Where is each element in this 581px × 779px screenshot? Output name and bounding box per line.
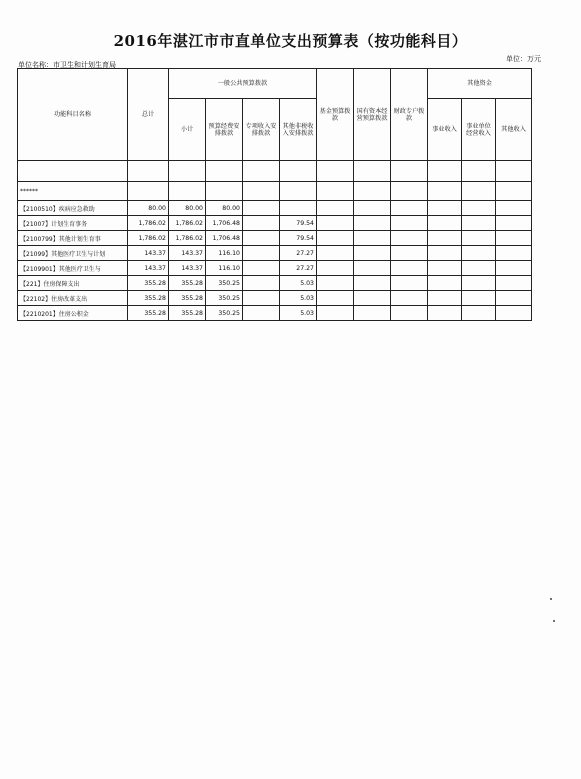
empty-cell (391, 231, 428, 246)
empty-cell (428, 261, 462, 276)
row-total: 355.28 (128, 276, 169, 291)
empty-cell (391, 261, 428, 276)
empty-cell (428, 291, 462, 306)
row-other-nontax (280, 201, 317, 216)
table-row (18, 231, 532, 246)
empty-cell (496, 246, 532, 261)
row-name: 【2210201】住房公积金 (18, 306, 128, 321)
empty-cell (391, 291, 428, 306)
empty-cell (462, 306, 496, 321)
empty-cell (462, 276, 496, 291)
row-budget-fee: 1,706.48 (206, 216, 243, 231)
empty-cell (428, 276, 462, 291)
row-subtotal: 80.00 (169, 201, 206, 216)
header-state-capital: 国有资本经营预算拨款 (354, 69, 391, 161)
empty-cell (462, 216, 496, 231)
header-career-income: 事业收入 (428, 99, 462, 161)
row-other-nontax: 5.03 (280, 276, 317, 291)
empty-cell (428, 306, 462, 321)
row-special-income (243, 261, 280, 276)
header-other-funds: 其他资金 (428, 69, 532, 99)
row-total: 355.28 (128, 291, 169, 306)
empty-cell (462, 246, 496, 261)
header-other-nontax: 其他非税收入安排拨款 (280, 99, 317, 161)
row-special-income (243, 216, 280, 231)
row-total: 80.00 (128, 201, 169, 216)
row-name: 【221】住房保障支出 (18, 276, 128, 291)
row-budget-fee: 116.10 (206, 246, 243, 261)
empty-cell (428, 246, 462, 261)
empty-cell (428, 231, 462, 246)
empty-cell (496, 291, 532, 306)
row-name: 【2100799】其他计划生育事 (18, 231, 128, 246)
row-special-income (243, 246, 280, 261)
empty-cell (317, 201, 354, 216)
row-other-nontax: 5.03 (280, 306, 317, 321)
budget-table (17, 68, 532, 321)
empty-cell (317, 231, 354, 246)
header-fund-budget: 基金预算拨款 (317, 69, 354, 161)
row-subtotal: 143.37 (169, 246, 206, 261)
table-row (18, 291, 532, 306)
empty-cell (317, 246, 354, 261)
empty-cell (317, 276, 354, 291)
row-budget-fee: 1,706.48 (206, 231, 243, 246)
empty-cell (317, 291, 354, 306)
header-general-budget: 一般公共预算拨款 (169, 69, 317, 99)
table-row (18, 261, 532, 276)
empty-cell (496, 231, 532, 246)
empty-cell (354, 216, 391, 231)
empty-cell (428, 201, 462, 216)
empty-cell (496, 261, 532, 276)
scan-mark (553, 620, 555, 622)
empty-cell (354, 246, 391, 261)
row-special-income (243, 306, 280, 321)
row-budget-fee: 350.25 (206, 276, 243, 291)
table-row (18, 276, 532, 291)
empty-cell (496, 276, 532, 291)
header-func-name: 功能科目名称 (18, 69, 128, 161)
row-name: 【21099】其他医疗卫生与计划 (18, 246, 128, 261)
row-total: 143.37 (128, 261, 169, 276)
header-total: 总计 (128, 69, 169, 161)
row-subtotal: 355.28 (169, 306, 206, 321)
empty-cell (391, 306, 428, 321)
empty-cell (391, 216, 428, 231)
star-row (18, 182, 532, 201)
header-other-income: 其他收入 (496, 99, 532, 161)
empty-cell (496, 306, 532, 321)
empty-cell (354, 291, 391, 306)
row-subtotal: 1,786.02 (169, 231, 206, 246)
row-name: 【2109901】其他医疗卫生与 (18, 261, 128, 276)
star-row-label: ****** (18, 182, 128, 201)
row-budget-fee: 350.25 (206, 291, 243, 306)
row-subtotal: 355.28 (169, 291, 206, 306)
unit-label: 单位：万元 (506, 55, 541, 63)
row-other-nontax: 27.27 (280, 261, 317, 276)
row-other-nontax: 79.54 (280, 216, 317, 231)
table-body (18, 201, 532, 321)
row-name: 【2100510】疾病应急救助 (18, 201, 128, 216)
table-row (18, 201, 532, 216)
empty-cell (428, 216, 462, 231)
row-special-income (243, 201, 280, 216)
row-budget-fee: 350.25 (206, 306, 243, 321)
header-subtotal: 小计 (169, 99, 206, 161)
blank-row (18, 161, 532, 182)
row-subtotal: 143.37 (169, 261, 206, 276)
empty-cell (354, 276, 391, 291)
row-other-nontax: 5.03 (280, 291, 317, 306)
row-name: 【22102】住房改革支出 (18, 291, 128, 306)
row-other-nontax: 27.27 (280, 246, 317, 261)
row-special-income (243, 231, 280, 246)
row-total: 1,786.02 (128, 216, 169, 231)
row-total: 355.28 (128, 306, 169, 321)
empty-cell (462, 261, 496, 276)
empty-cell (462, 231, 496, 246)
row-subtotal: 1,786.02 (169, 216, 206, 231)
row-total: 1,786.02 (128, 231, 169, 246)
header-budget-fee: 预算经费安排拨款 (206, 99, 243, 161)
row-budget-fee: 116.10 (206, 261, 243, 276)
unit-name: 单位名称：市卫生和计划生育局 (18, 61, 116, 69)
empty-cell (354, 201, 391, 216)
row-name: 【21007】计划生育事务 (18, 216, 128, 231)
empty-cell (317, 306, 354, 321)
empty-cell (317, 261, 354, 276)
empty-cell (391, 201, 428, 216)
empty-cell (317, 216, 354, 231)
header-career-unit-income: 事业单位经营收入 (462, 99, 496, 161)
header-special-income: 专项收入安排拨款 (243, 99, 280, 161)
row-special-income (243, 291, 280, 306)
row-budget-fee: 80.00 (206, 201, 243, 216)
row-total: 143.37 (128, 246, 169, 261)
row-subtotal: 355.28 (169, 276, 206, 291)
page-title: 2016年湛江市市直单位支出预算表（按功能科目） (113, 32, 468, 50)
scan-mark (550, 598, 552, 600)
empty-cell (354, 306, 391, 321)
empty-cell (462, 201, 496, 216)
empty-cell (354, 261, 391, 276)
table-row (18, 216, 532, 231)
row-other-nontax: 79.54 (280, 231, 317, 246)
empty-cell (354, 231, 391, 246)
empty-cell (496, 216, 532, 231)
table-row (18, 246, 532, 261)
empty-cell (391, 246, 428, 261)
empty-cell (462, 291, 496, 306)
empty-cell (391, 276, 428, 291)
empty-cell (496, 201, 532, 216)
row-special-income (243, 276, 280, 291)
table-row (18, 306, 532, 321)
header-fiscal-special: 财政专户拨款 (391, 69, 428, 161)
